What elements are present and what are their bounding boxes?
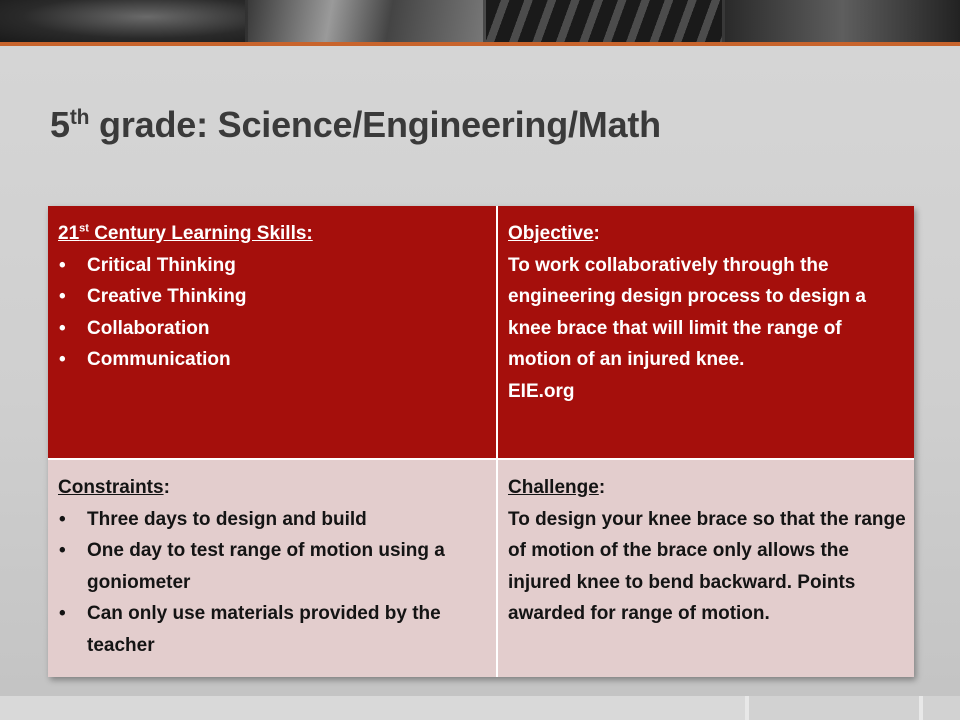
header-photo-band: [0, 0, 960, 42]
constraints-header-colon: :: [163, 477, 170, 498]
challenge-cell: [497, 459, 914, 677]
constraints-list: [58, 504, 488, 662]
skills-header-prefix: 21: [58, 223, 80, 244]
challenge-header: [508, 472, 906, 504]
content-table: [48, 206, 914, 677]
challenge-text: To design your knee brace so that the range of motion of the brace only allows the injured knee to bend backward. Points awarded for range of motion.: [508, 508, 906, 624]
objective-text: To work collaboratively through the engineering design process to design a knee brace that will limit the range of motion of an injured knee.: [508, 254, 866, 370]
table-row: [48, 459, 914, 677]
skills-list: [58, 250, 488, 376]
objective-header-colon: :: [593, 223, 600, 244]
list-item: • Critical Thinking: [58, 250, 488, 282]
challenge-header-colon: :: [598, 477, 606, 498]
header-image-segment: [0, 0, 245, 42]
list-item: • Collaboration: [58, 313, 488, 345]
footer-segment: [919, 696, 960, 720]
skills-header-rest: Century Learning Skills:: [88, 223, 313, 244]
list-item: • Can only use materials provided by the teacher: [58, 598, 488, 661]
accent-rule: [0, 42, 960, 46]
title-superscript: th: [69, 106, 90, 129]
challenge-header-label: Challenge: [508, 477, 599, 498]
skills-cell: [48, 206, 497, 459]
constraints-header: [58, 472, 488, 504]
objective-cell: [497, 206, 914, 459]
list-item: • Three days to design and build: [58, 504, 488, 536]
header-image-segment: [486, 0, 722, 42]
list-item: • One day to test range of motion using a goniometer: [58, 535, 488, 598]
list-item: • Communication: [58, 344, 488, 376]
constraints-header-label: Constraints: [58, 477, 164, 498]
title-rest: grade: Science/Engineering/Math: [89, 104, 661, 145]
objective-source: EIE.org: [508, 380, 575, 402]
header-image-segment: [248, 0, 483, 42]
objective-header: [508, 218, 906, 250]
skills-header-sup: st: [79, 222, 89, 235]
footer-segment: [745, 696, 919, 720]
title-prefix: 5: [50, 104, 70, 145]
header-image-segment: [725, 0, 960, 42]
slide-title: [50, 104, 661, 146]
constraints-cell: [48, 459, 497, 677]
table-row: [48, 206, 914, 459]
skills-header: [58, 218, 488, 250]
list-item: • Creative Thinking: [58, 281, 488, 313]
objective-header-label: Objective: [508, 223, 594, 244]
